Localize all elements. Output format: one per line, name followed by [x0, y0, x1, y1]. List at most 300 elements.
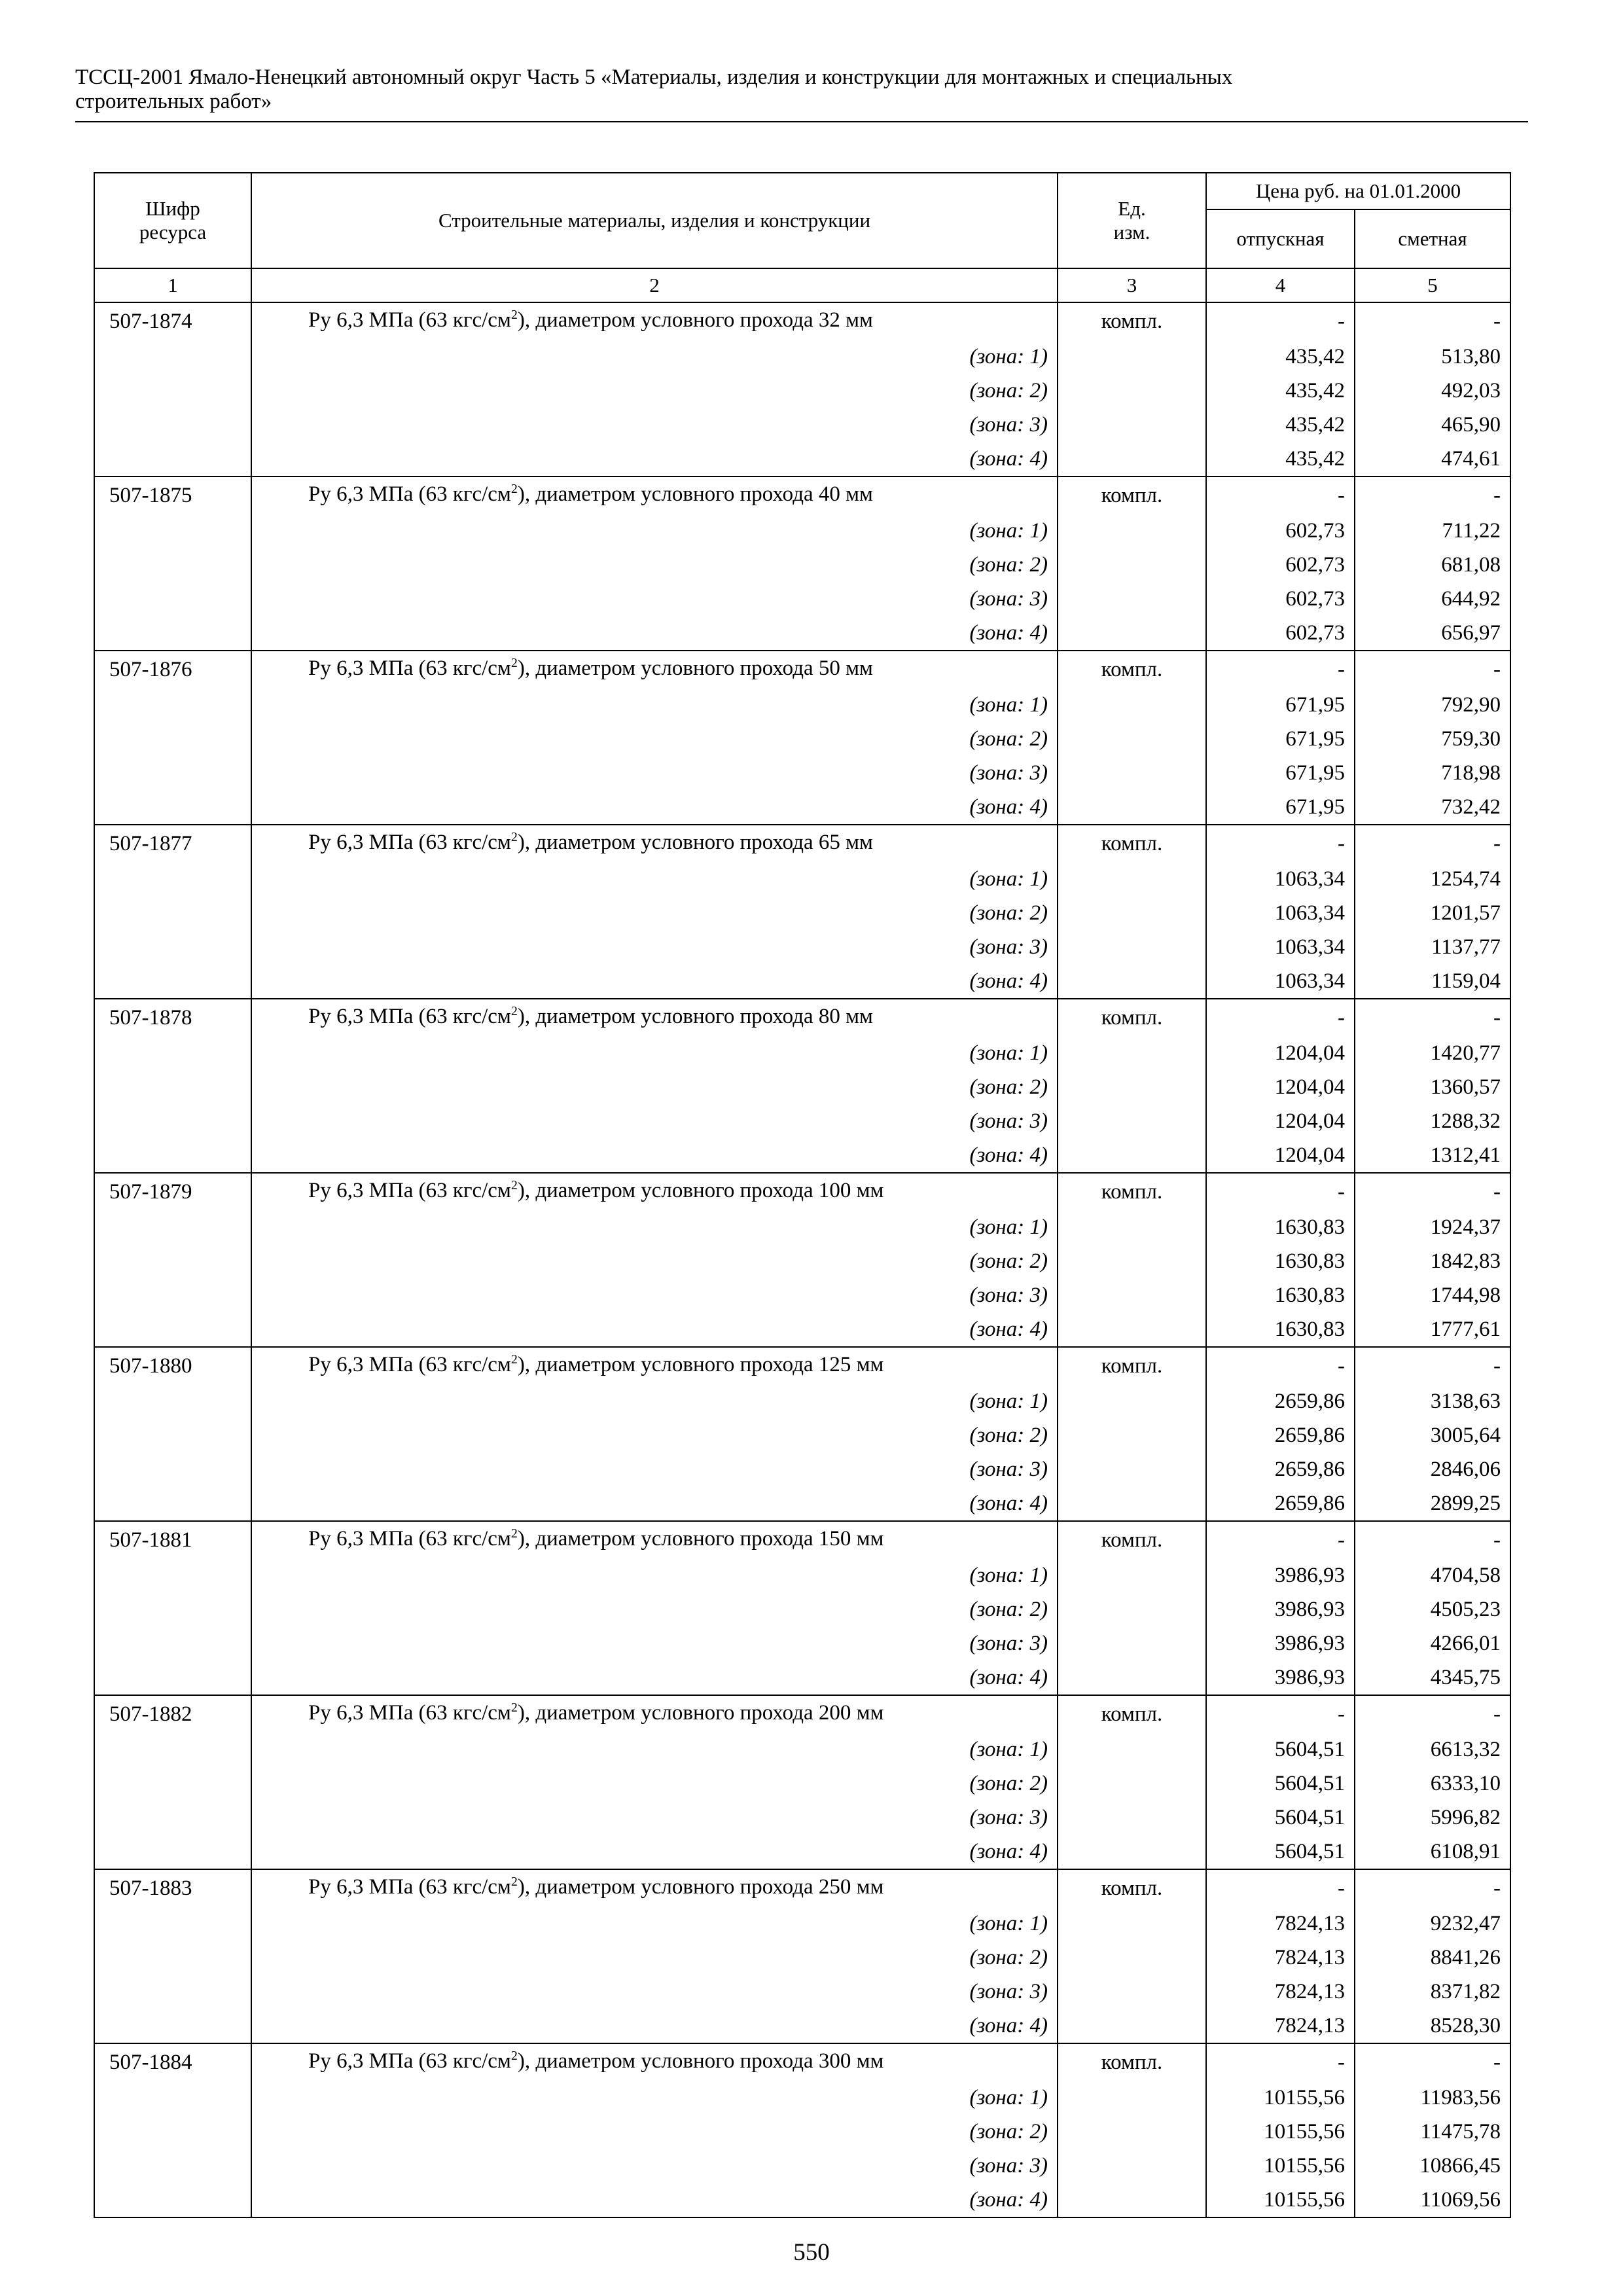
table-row [94, 930, 1510, 964]
empty-cell [94, 1558, 251, 1592]
table-row [94, 2149, 1510, 2183]
release-price: - [1206, 1521, 1355, 1558]
empty-cell [94, 1941, 251, 1975]
empty-cell [1058, 1418, 1206, 1452]
zone-label: (зона: 1) [251, 1558, 1058, 1592]
unit: компл. [1058, 1173, 1206, 1210]
table-row [94, 1244, 1510, 1278]
column-number: 5 [1355, 268, 1510, 302]
superscript: 2 [510, 1874, 518, 1889]
material-name-text: ), диаметром условного прохода 80 мм [517, 1005, 873, 1028]
release-price: 1063,34 [1206, 862, 1355, 896]
table-row [94, 1732, 1510, 1767]
column-number: 3 [1058, 268, 1206, 302]
estimate-price: 8841,26 [1355, 1941, 1510, 1975]
empty-cell [1058, 930, 1206, 964]
table-row [94, 1347, 1510, 1384]
table-row [94, 862, 1510, 896]
material-name [251, 1347, 1058, 1384]
table-row [94, 1941, 1510, 1975]
release-price: 671,95 [1206, 756, 1355, 790]
estimate-price: 2846,06 [1355, 1452, 1510, 1486]
resource-code: 507-1882 [94, 1695, 251, 1732]
estimate-price: 10866,45 [1355, 2149, 1510, 2183]
material-name [251, 651, 1058, 688]
resource-code: 507-1876 [94, 651, 251, 688]
zone-label: (зона: 4) [251, 964, 1058, 999]
column-number: 2 [251, 268, 1058, 302]
release-price: 10155,56 [1206, 2081, 1355, 2115]
empty-cell [94, 2081, 251, 2115]
table-row [94, 1486, 1510, 1521]
empty-cell [94, 1835, 251, 1869]
release-price: 10155,56 [1206, 2149, 1355, 2183]
table-row [94, 999, 1510, 1036]
release-price: 1204,04 [1206, 1070, 1355, 1104]
empty-cell [1058, 1907, 1206, 1941]
estimate-price: 6613,32 [1355, 1732, 1510, 1767]
release-price: 10155,56 [1206, 2115, 1355, 2149]
empty-cell [1058, 2183, 1206, 2217]
material-name-text: ), диаметром условного прохода 200 мм [517, 1701, 884, 1725]
estimate-price: 792,90 [1355, 688, 1510, 722]
estimate-price: 1137,77 [1355, 930, 1510, 964]
material-name-text: ), диаметром условного прохода 150 мм [517, 1527, 884, 1551]
zone-label: (зона: 2) [251, 1070, 1058, 1104]
zone-label: (зона: 4) [251, 1138, 1058, 1173]
zone-label: (зона: 3) [251, 1452, 1058, 1486]
material-name-text: ), диаметром условного прохода 100 мм [517, 1179, 884, 1202]
empty-cell [94, 1801, 251, 1835]
unit: компл. [1058, 2043, 1206, 2081]
empty-cell [94, 1244, 251, 1278]
zone-label: (зона: 2) [251, 896, 1058, 930]
empty-cell [1058, 582, 1206, 616]
release-price: - [1206, 1695, 1355, 1732]
estimate-price: 11069,56 [1355, 2183, 1510, 2217]
estimate-price: - [1355, 1173, 1510, 1210]
material-name-text: Ру 6,3 МПа (63 кгс/см [308, 2049, 511, 2073]
table-row [94, 1869, 1510, 1907]
table-row [94, 476, 1510, 514]
zone-label: (зона: 3) [251, 582, 1058, 616]
release-price: - [1206, 476, 1355, 514]
release-price: 2659,86 [1206, 1452, 1355, 1486]
empty-cell [1058, 1036, 1206, 1070]
empty-cell [1058, 862, 1206, 896]
material-name-text: Ру 6,3 МПа (63 кгс/см [308, 1179, 511, 1202]
estimate-price: 656,97 [1355, 616, 1510, 651]
table-item-group [94, 476, 1510, 651]
empty-cell [1058, 1626, 1206, 1660]
zone-label: (зона: 4) [251, 1835, 1058, 1869]
material-name [251, 476, 1058, 514]
table-item-group [94, 302, 1510, 476]
empty-cell [94, 896, 251, 930]
unit: компл. [1058, 1695, 1206, 1732]
estimate-price: 759,30 [1355, 722, 1510, 756]
material-name-text: ), диаметром условного прохода 300 мм [517, 2049, 884, 2073]
zone-label: (зона: 2) [251, 1244, 1058, 1278]
empty-cell [94, 374, 251, 408]
estimate-price: 1159,04 [1355, 964, 1510, 999]
empty-cell [1058, 1070, 1206, 1104]
zone-label: (зона: 1) [251, 688, 1058, 722]
empty-cell [94, 442, 251, 476]
zone-label: (зона: 1) [251, 340, 1058, 374]
material-name-text: ), диаметром условного прохода 32 мм [517, 308, 873, 332]
header-rule [75, 121, 1528, 122]
release-price: - [1206, 1347, 1355, 1384]
estimate-price: - [1355, 2043, 1510, 2081]
empty-cell [94, 582, 251, 616]
release-price: 602,73 [1206, 616, 1355, 651]
column-header-name: Строительные материалы, изделия и конструкции [251, 173, 1058, 268]
zone-label: (зона: 1) [251, 1732, 1058, 1767]
table-row [94, 408, 1510, 442]
zone-label: (зона: 3) [251, 1104, 1058, 1138]
estimate-price: 513,80 [1355, 340, 1510, 374]
release-price: 602,73 [1206, 514, 1355, 548]
zone-label: (зона: 4) [251, 1486, 1058, 1521]
table-row [94, 896, 1510, 930]
release-price: 671,95 [1206, 790, 1355, 825]
column-header-unit: Ед. изм. [1058, 173, 1206, 268]
empty-cell [94, 1907, 251, 1941]
table-item-group [94, 825, 1510, 999]
empty-cell [1058, 1384, 1206, 1418]
empty-cell [94, 964, 251, 999]
release-price: 7824,13 [1206, 1975, 1355, 2009]
table-row [94, 2043, 1510, 2081]
zone-label: (зона: 1) [251, 1036, 1058, 1070]
empty-cell [1058, 1660, 1206, 1695]
table-row [94, 722, 1510, 756]
estimate-price: - [1355, 651, 1510, 688]
estimate-price: 492,03 [1355, 374, 1510, 408]
empty-cell [94, 1278, 251, 1312]
empty-cell [1058, 2081, 1206, 2115]
zone-label: (зона: 3) [251, 1975, 1058, 2009]
empty-cell [1058, 1767, 1206, 1801]
zone-label: (зона: 3) [251, 1278, 1058, 1312]
estimate-price: 1254,74 [1355, 862, 1510, 896]
superscript: 2 [510, 1700, 518, 1715]
release-price: 1204,04 [1206, 1104, 1355, 1138]
table-row [94, 1070, 1510, 1104]
release-price: 435,42 [1206, 374, 1355, 408]
empty-cell [1058, 2115, 1206, 2149]
release-price: - [1206, 999, 1355, 1036]
estimate-price: 1312,41 [1355, 1138, 1510, 1173]
estimate-price: 5996,82 [1355, 1801, 1510, 1835]
unit: компл. [1058, 999, 1206, 1036]
zone-label: (зона: 2) [251, 722, 1058, 756]
empty-cell [1058, 790, 1206, 825]
empty-cell [94, 722, 251, 756]
table-row [94, 1695, 1510, 1732]
estimate-price: 465,90 [1355, 408, 1510, 442]
table-row [94, 1036, 1510, 1070]
empty-cell [1058, 1835, 1206, 1869]
release-price: - [1206, 302, 1355, 340]
estimate-price: 11983,56 [1355, 2081, 1510, 2115]
material-name-text: ), диаметром условного прохода 40 мм [517, 482, 873, 506]
table-row [94, 2115, 1510, 2149]
release-price: 5604,51 [1206, 1801, 1355, 1835]
empty-cell [1058, 722, 1206, 756]
zone-label: (зона: 3) [251, 756, 1058, 790]
release-price: 1630,83 [1206, 1244, 1355, 1278]
table-row [94, 1835, 1510, 1869]
empty-cell [1058, 548, 1206, 582]
material-name [251, 825, 1058, 862]
resource-code: 507-1878 [94, 999, 251, 1036]
empty-cell [1058, 2149, 1206, 2183]
estimate-price: - [1355, 1695, 1510, 1732]
table-row [94, 1312, 1510, 1347]
estimate-price: 4345,75 [1355, 1660, 1510, 1695]
zone-label: (зона: 1) [251, 1210, 1058, 1244]
material-name-text: Ру 6,3 МПа (63 кгс/см [308, 656, 511, 680]
table-row [94, 2081, 1510, 2115]
empty-cell [94, 340, 251, 374]
empty-cell [94, 2149, 251, 2183]
empty-cell [1058, 1210, 1206, 1244]
resource-code: 507-1874 [94, 302, 251, 340]
table-row [94, 1660, 1510, 1695]
empty-cell [94, 1732, 251, 1767]
material-name-text: ), диаметром условного прохода 50 мм [517, 656, 873, 680]
header-line-2: строительных работ» [75, 90, 272, 113]
empty-cell [94, 930, 251, 964]
empty-cell [94, 1452, 251, 1486]
zone-label: (зона: 3) [251, 930, 1058, 964]
material-name [251, 302, 1058, 340]
empty-cell [1058, 1592, 1206, 1626]
table-row [94, 1626, 1510, 1660]
empty-cell [1058, 408, 1206, 442]
zone-label: (зона: 2) [251, 1941, 1058, 1975]
empty-cell [94, 1592, 251, 1626]
empty-cell [1058, 1104, 1206, 1138]
estimate-price: - [1355, 476, 1510, 514]
release-price: 2659,86 [1206, 1418, 1355, 1452]
column-header-estimate: сметная [1355, 209, 1510, 268]
estimate-price: 474,61 [1355, 442, 1510, 476]
empty-cell [1058, 2009, 1206, 2043]
release-price: 7824,13 [1206, 1907, 1355, 1941]
zone-label: (зона: 3) [251, 408, 1058, 442]
release-price: 3986,93 [1206, 1558, 1355, 1592]
empty-cell [1058, 616, 1206, 651]
empty-cell [94, 1312, 251, 1347]
material-name-text: ), диаметром условного прохода 65 мм [517, 831, 873, 854]
empty-cell [1058, 1486, 1206, 1521]
material-name [251, 2043, 1058, 2081]
empty-cell [94, 1070, 251, 1104]
table-row [94, 1975, 1510, 2009]
table-row [94, 582, 1510, 616]
empty-cell [1058, 1732, 1206, 1767]
estimate-price: 6108,91 [1355, 1835, 1510, 1869]
estimate-price: 644,92 [1355, 582, 1510, 616]
material-name-text: ), диаметром условного прохода 125 мм [517, 1353, 884, 1376]
estimate-price: 718,98 [1355, 756, 1510, 790]
table-row [94, 1104, 1510, 1138]
zone-label: (зона: 2) [251, 2115, 1058, 2149]
release-price: 602,73 [1206, 548, 1355, 582]
release-price: 1063,34 [1206, 930, 1355, 964]
estimate-price: - [1355, 1869, 1510, 1907]
release-price: 7824,13 [1206, 1941, 1355, 1975]
empty-cell [1058, 1558, 1206, 1592]
column-number: 1 [94, 268, 251, 302]
estimate-price: 9232,47 [1355, 1907, 1510, 1941]
release-price: 2659,86 [1206, 1486, 1355, 1521]
empty-cell [94, 1384, 251, 1418]
empty-cell [1058, 1278, 1206, 1312]
column-header-release: отпускная [1206, 209, 1355, 268]
zone-label: (зона: 2) [251, 374, 1058, 408]
release-price: - [1206, 1869, 1355, 1907]
empty-cell [1058, 896, 1206, 930]
table-row [94, 1418, 1510, 1452]
zone-label: (зона: 4) [251, 2183, 1058, 2217]
release-price: 5604,51 [1206, 1835, 1355, 1869]
zone-label: (зона: 2) [251, 1418, 1058, 1452]
release-price: 435,42 [1206, 408, 1355, 442]
table-row [94, 1138, 1510, 1173]
empty-cell [94, 1626, 251, 1660]
empty-cell [1058, 340, 1206, 374]
zone-label: (зона: 1) [251, 1384, 1058, 1418]
material-name-text: Ру 6,3 МПа (63 кгс/см [308, 1005, 511, 1028]
estimate-price: 1842,83 [1355, 1244, 1510, 1278]
empty-cell [1058, 1312, 1206, 1347]
resource-code: 507-1880 [94, 1347, 251, 1384]
header-line-1: ТССЦ-2001 Ямало-Ненецкий автономный округ Часть 5 «Материалы, изделия и конструкции для монтажных и специальных [75, 65, 1233, 89]
table-row [94, 688, 1510, 722]
table-row [94, 1907, 1510, 1941]
table-item-group [94, 1521, 1510, 1695]
table-item-group [94, 651, 1510, 825]
material-name [251, 1521, 1058, 1558]
empty-cell [1058, 1244, 1206, 1278]
release-price: 435,42 [1206, 442, 1355, 476]
empty-cell [94, 2115, 251, 2149]
empty-cell [94, 1418, 251, 1452]
unit: компл. [1058, 476, 1206, 514]
material-name-text: Ру 6,3 МПа (63 кгс/см [308, 308, 511, 332]
superscript: 2 [510, 830, 518, 844]
material-name-text: Ру 6,3 МПа (63 кгс/см [308, 482, 511, 506]
estimate-price: 8371,82 [1355, 1975, 1510, 2009]
empty-cell [1058, 964, 1206, 999]
zone-label: (зона: 4) [251, 1312, 1058, 1347]
release-price: 435,42 [1206, 340, 1355, 374]
release-price: 5604,51 [1206, 1732, 1355, 1767]
table-row [94, 374, 1510, 408]
release-price: 1630,83 [1206, 1278, 1355, 1312]
empty-cell [1058, 1801, 1206, 1835]
zone-label: (зона: 3) [251, 1626, 1058, 1660]
empty-cell [1058, 514, 1206, 548]
estimate-price: 4266,01 [1355, 1626, 1510, 1660]
estimate-price: 1924,37 [1355, 1210, 1510, 1244]
estimate-price: - [1355, 825, 1510, 862]
estimate-price: 4505,23 [1355, 1592, 1510, 1626]
estimate-price: 3138,63 [1355, 1384, 1510, 1418]
unit: компл. [1058, 825, 1206, 862]
table-row [94, 1521, 1510, 1558]
superscript: 2 [510, 1526, 518, 1541]
table-item-group [94, 1347, 1510, 1521]
release-price: 1630,83 [1206, 1210, 1355, 1244]
table-row [94, 340, 1510, 374]
column-header-code: Шифр ресурса [94, 173, 251, 268]
superscript: 2 [510, 482, 518, 496]
release-price: 7824,13 [1206, 2009, 1355, 2043]
release-price: 1063,34 [1206, 964, 1355, 999]
zone-label: (зона: 2) [251, 1592, 1058, 1626]
estimate-price: 1288,32 [1355, 1104, 1510, 1138]
empty-cell [94, 2183, 251, 2217]
empty-cell [1058, 1941, 1206, 1975]
empty-cell [94, 1486, 251, 1521]
estimate-price: - [1355, 1521, 1510, 1558]
resource-code: 507-1881 [94, 1521, 251, 1558]
table-row [94, 790, 1510, 825]
release-price: 602,73 [1206, 582, 1355, 616]
table-row [94, 442, 1510, 476]
resource-code: 507-1875 [94, 476, 251, 514]
empty-cell [1058, 1452, 1206, 1486]
unit: компл. [1058, 1869, 1206, 1907]
material-name-text: Ру 6,3 МПа (63 кгс/см [308, 831, 511, 854]
release-price: 1204,04 [1206, 1138, 1355, 1173]
empty-cell [94, 1660, 251, 1695]
release-price: 1204,04 [1206, 1036, 1355, 1070]
table-row [94, 1558, 1510, 1592]
empty-cell [94, 616, 251, 651]
estimate-price: - [1355, 999, 1510, 1036]
column-header-price-group: Цена руб. на 01.01.2000 [1206, 173, 1510, 209]
unit: компл. [1058, 1521, 1206, 1558]
estimate-price: 4704,58 [1355, 1558, 1510, 1592]
zone-label: (зона: 1) [251, 862, 1058, 896]
table-row [94, 651, 1510, 688]
empty-cell [94, 688, 251, 722]
release-price: 1063,34 [1206, 896, 1355, 930]
empty-cell [94, 790, 251, 825]
release-price: - [1206, 2043, 1355, 2081]
table-row [94, 1210, 1510, 1244]
table-row [94, 964, 1510, 999]
empty-cell [1058, 442, 1206, 476]
empty-cell [94, 1138, 251, 1173]
estimate-price: 732,42 [1355, 790, 1510, 825]
table-row [94, 2183, 1510, 2217]
release-price: - [1206, 1173, 1355, 1210]
estimate-price: 8528,30 [1355, 2009, 1510, 2043]
table-row [94, 825, 1510, 862]
table-row [94, 756, 1510, 790]
release-price: 10155,56 [1206, 2183, 1355, 2217]
zone-label: (зона: 1) [251, 2081, 1058, 2115]
table-row [94, 1278, 1510, 1312]
release-price: - [1206, 651, 1355, 688]
